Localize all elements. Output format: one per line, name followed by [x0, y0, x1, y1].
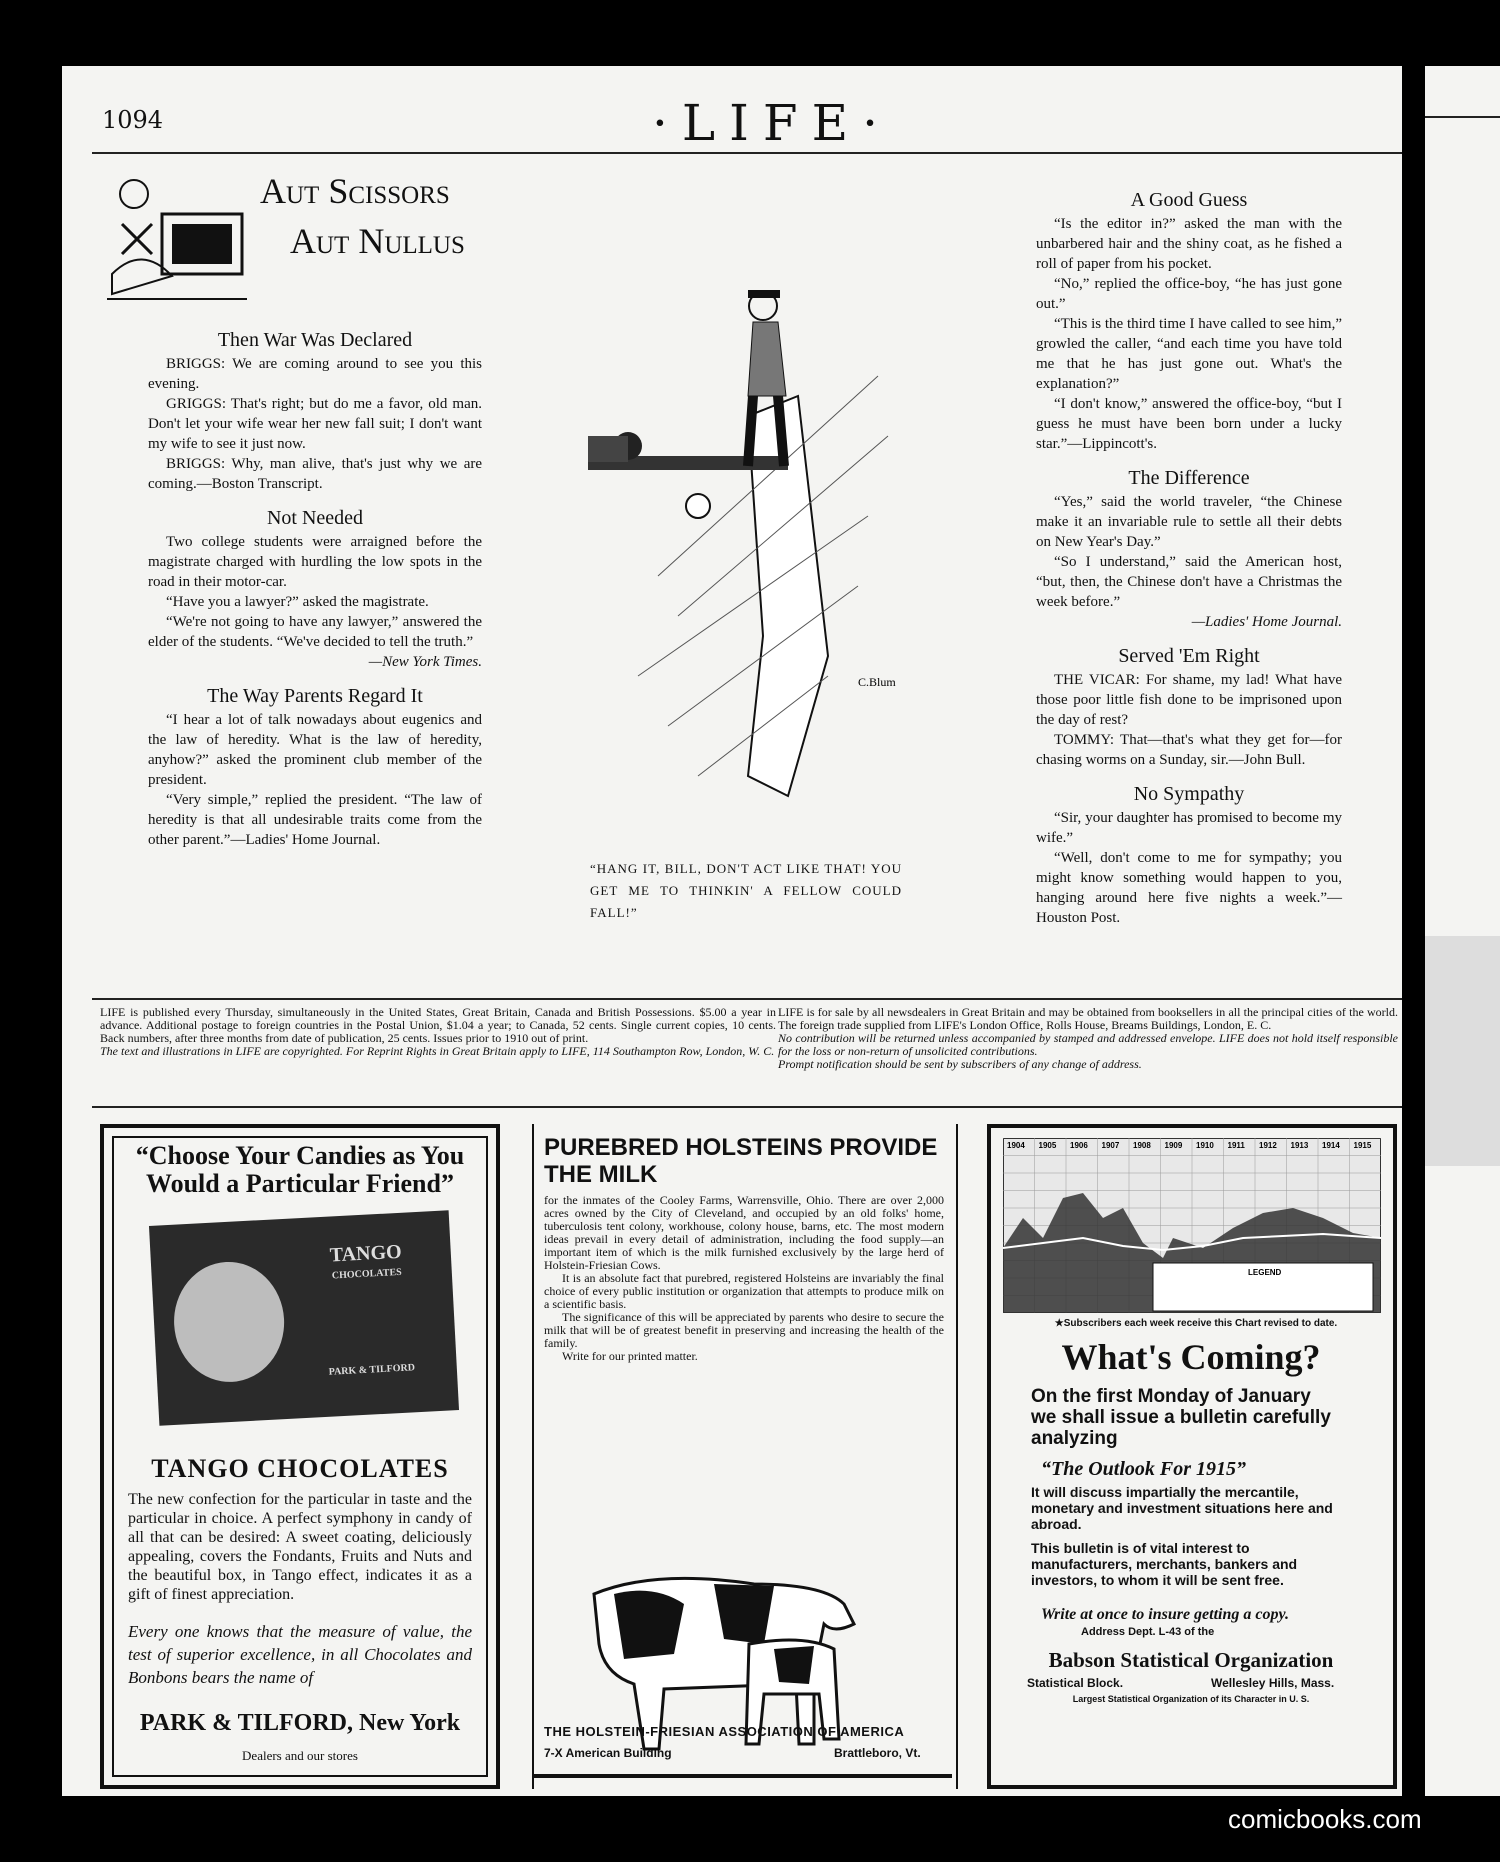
article-paragraph: “This is the third time I have called to see him,” growled the caller, “and each time you have told me that he has just gone out. What's the explanation?” — [1036, 316, 1342, 392]
ad3-addr2: Wellesley Hills, Mass. — [1211, 1676, 1335, 1690]
article-title: Then War Was Declared — [217, 329, 413, 351]
article-paragraph: “We're not going to have any lawyer,” answered the elder of the students. “We've decided to tell the truth.” — [148, 614, 482, 650]
ad2-body-2: It is an absolute fact that purebred, registered Holsteins are invariably the final choice of every public institution or organization that attempts to produce milk on a scientific basis. — [544, 1271, 944, 1311]
left-column — [148, 316, 482, 850]
article-paragraph: BRIGGS: Why, man alive, that's just why we are coming.—Boston Transcript. — [148, 456, 482, 492]
ad2-body-4: Write for our printed matter. — [562, 1349, 698, 1363]
ad1-body-1: The new confection for the particular in taste and the particular in choice. A perfect symphony in candy of all that can be desired: A sweet coating, deliciously appealing, covers the Fondants, Fruits and Nuts and the beautiful box, in Tango effect, indicates it as a gift of finest appreciation. — [128, 1491, 472, 1603]
ad3-sub: On the first Monday of January we shall issue a bulletin carefully analyzing — [1031, 1386, 1331, 1449]
chart-legend-label: LEGEND — [1248, 1268, 1282, 1277]
publication-notice — [100, 1006, 776, 1058]
ad3-headline: What's Coming? — [1061, 1337, 1321, 1377]
ad3-body-2: This bulletin is of vital interest to manufacturers, merchants, bankers and investors, to whom it will be sent free. — [1031, 1540, 1298, 1588]
chart-year-label: 1907 — [1101, 1141, 1120, 1150]
ad2-body-3: The significance of this will be appreciated by parents who desire to secure the milk that will be of greatest benefit in preserving and increasing the health of the family. — [544, 1310, 944, 1350]
adjacent-rule — [1425, 116, 1500, 118]
article-source: —Ladies' Home Journal. — [1191, 614, 1342, 630]
ad1-body-2: Every one knows that the measure of value, the test of superior excellence, in all Chocolates and Bonbons bears the name of — [128, 1622, 472, 1687]
cartoon-signature: C.Blum — [858, 675, 896, 689]
article-paragraph: “I hear a lot of talk nowadays about eugenics and the law of heredity. What is the law of heredity, anyhow?” asked the prominent club member of the president. — [148, 712, 482, 788]
business-chart-image — [1003, 1138, 1381, 1313]
ad3-cta: Write at once to insure getting a copy. — [1041, 1606, 1289, 1623]
ad3-org: Babson Statistical Organization — [1048, 1648, 1334, 1672]
masthead: ·LIFE· — [652, 94, 892, 152]
adjacent-illustration — [1425, 936, 1500, 1166]
chart-year-label: 1906 — [1070, 1141, 1088, 1150]
article-title: The Way Parents Regard It — [207, 685, 423, 707]
notice-rule-top — [92, 998, 1402, 1000]
chart-year-label: 1905 — [1038, 1141, 1057, 1150]
holsteins-ad — [532, 1124, 958, 1789]
chart-year-label: 1912 — [1259, 1141, 1277, 1150]
article-title: A Good Guess — [1130, 189, 1248, 211]
article-paragraph: “Have you a lawyer?” asked the magistrate. — [166, 594, 429, 610]
ad2-headline: PUREBRED HOLSTEINS PROVIDE THE MILK — [544, 1134, 938, 1188]
notice-right-contributions: No contribution will be returned unless accompanied by stamped and addressed envelope. LIFE does not hold itself responsible for the loss or non-return of unsolicited contributions. — [778, 1031, 1398, 1058]
ad3-address-line: Address Dept. L-43 of the — [1081, 1626, 1215, 1638]
notice-right-text: LIFE is for sale by all newsdealers in Great Britain and may be obtained from booksellers in all the principal cities of the world. The foreign trade supplied from LIFE's London Office, Rolls House, Breams Buildings, London, E. C. — [778, 1005, 1398, 1032]
ad2-org: THE HOLSTEIN-FRIESIAN ASSOCIATION OF AMERICA — [544, 1724, 905, 1739]
ad2-address: 7-X American Building — [544, 1746, 672, 1760]
article-paragraph: Two college students were arraigned before the magistrate charged with hurdling the low spots in the road in their motor-car. — [148, 534, 482, 590]
watermark: comicbooks.com — [1228, 1804, 1422, 1834]
article-source: —New York Times. — [368, 654, 482, 670]
ad3-tag: Largest Statistical Organization of its Character in U. S. — [1072, 1694, 1310, 1704]
cartoon-illustration — [548, 256, 928, 816]
page-number: 1094 — [102, 106, 164, 134]
notice-right-address: Prompt notification should be sent by subscribers of any change of address. — [778, 1057, 1142, 1071]
logo-line-1: Aut Scissors — [260, 171, 450, 211]
chart-year-label: 1914 — [1322, 1141, 1340, 1150]
article-paragraph: “I don't know,” answered the office-boy, “but I guess he must have been born under a lucky star.”—Lippincott's. — [1036, 396, 1342, 452]
chart-year-label: 1904 — [1007, 1141, 1025, 1150]
section-logo — [260, 166, 465, 266]
box-maker: PARK & TILFORD — [328, 1362, 416, 1378]
portrait-oval-icon — [171, 1259, 287, 1385]
chart-year-label: 1910 — [1196, 1141, 1214, 1150]
ad2-body — [544, 1194, 944, 1363]
cartoon-caption: “HANG IT, BILL, DON'T ACT LIKE THAT! YOU GET ME TO THINKIN' A FELLOW COULD FALL!” — [590, 861, 902, 920]
right-column — [1036, 176, 1342, 928]
ad3-title: “The Outlook For 1915” — [1041, 1458, 1247, 1480]
ad1-footer: Dealers and our stores — [242, 1748, 358, 1763]
box-brand: TANGO — [329, 1240, 403, 1267]
article-title: Not Needed — [266, 507, 364, 529]
notice-rule-bottom — [92, 1106, 1402, 1108]
article-title: Served 'Em Right — [1118, 645, 1260, 667]
ad1-product: TANGO CHOCOLATES — [151, 1454, 449, 1483]
article-paragraph: THE VICAR: For shame, my lad! What have those poor little fish done to be imprisoned upon the day of rest? — [1036, 672, 1342, 728]
article-paragraph: BRIGGS: We are coming around to see you this evening. — [148, 356, 482, 392]
ad3-body-1: It will discuss impartially the mercantile, monetary and investment situations here and abroad. — [1031, 1484, 1333, 1532]
chart-year-label: 1913 — [1290, 1141, 1309, 1150]
logo-line-2: Aut Nullus — [290, 221, 465, 261]
chart-year-label: 1911 — [1227, 1141, 1245, 1150]
ad2-body-1: for the inmates of the Cooley Farms, Warrensville, Ohio. There are over 2,000 acres owned by the City of Cleveland, and occupied by an old folks' home, tuberculosis tent colony, workhouse, colony house, barns, etc. The most modern ideas prevail in every detail of administration, including the food supply—an important item of which is the milk furnished exclusively by the large herd of Holstein-Friesian Cows. — [544, 1193, 944, 1272]
article-paragraph: “Is the editor in?” asked the man with the unbarbered hair and the shiny coat, as he fished a roll of paper from his pocket. — [1036, 216, 1342, 272]
chart-year-label: 1909 — [1164, 1141, 1183, 1150]
article-paragraph: GRIGGS: That's right; but do me a favor, old man. Don't let your wife wear her new fall suit; I don't want my wife to see it just now. — [148, 396, 482, 452]
sale-notice — [778, 1006, 1398, 1071]
article-paragraph: “Yes,” said the world traveler, “the Chinese make it an invariable rule to settle all their debts on New Year's Day.” — [1036, 494, 1342, 550]
adjacent-page-edge — [1425, 66, 1500, 1796]
notice-left-text: LIFE is published every Thursday, simultaneously in the United States, Great Britain, Canada and British Possessions. $5.00 a year in advance. Additional postage to foreign countries in the Postal Union, $1.04 a year; to Canada, 52 cents. Single current copies, 10 cents. Back numbers, after three months from date of publication, 25 cents. Issues prior to 1910 out of print. — [100, 1005, 776, 1045]
chocolate-box-image — [149, 1210, 459, 1425]
magazine-page — [62, 66, 1402, 1796]
chart-year-label: 1915 — [1353, 1141, 1372, 1150]
article-paragraph: TOMMY: That—that's what they get for—for chasing worms on a Sunday, sir.—John Bull. — [1036, 732, 1342, 768]
babson-ad — [987, 1124, 1397, 1789]
ad1-headline: “Choose Your Candies as You Would a Particular Friend” — [135, 1141, 465, 1198]
ad3-addr1: Statistical Block. — [1027, 1676, 1124, 1690]
ad2-city: Brattleboro, Vt. — [834, 1746, 921, 1760]
ad3-note: ★Subscribers each week receive this Chart revised to date. — [1054, 1318, 1338, 1329]
article-paragraph: “Well, don't come to me for sympathy; you might know something would happen to you, hanging around here five nights a week.”—Houston Post. — [1036, 850, 1342, 926]
article-title: No Sympathy — [1133, 783, 1245, 805]
notice-left-copyright: The text and illustrations in LIFE are copyrighted. For Reprint Rights in Great Britain apply to LIFE, 114 Southampton Row, London, W. C. — [100, 1044, 775, 1058]
ad1-maker: PARK & TILFORD, New York — [139, 1710, 461, 1736]
article-paragraph: “Sir, your daughter has promised to become my wife.” — [1036, 810, 1342, 846]
article-paragraph: “Very simple,” replied the president. “The law of heredity is that all undesirable traits come from the other parent.”—Ladies' Home Journal. — [148, 792, 482, 848]
tango-chocolates-ad — [100, 1124, 500, 1789]
header-rule — [92, 152, 1402, 154]
ad2-bottom-rule — [534, 1774, 952, 1778]
article-title: The Difference — [1128, 467, 1250, 489]
article-paragraph: “No,” replied the office-boy, “he has just gone out.” — [1036, 276, 1342, 312]
article-paragraph: “So I understand,” said the American host, “but, then, the Chinese don't have a Christmas the week before.” — [1036, 554, 1342, 610]
chart-year-label: 1908 — [1133, 1141, 1151, 1150]
box-sub: CHOCOLATES — [331, 1266, 402, 1282]
scissors-illustration-icon — [102, 164, 252, 304]
